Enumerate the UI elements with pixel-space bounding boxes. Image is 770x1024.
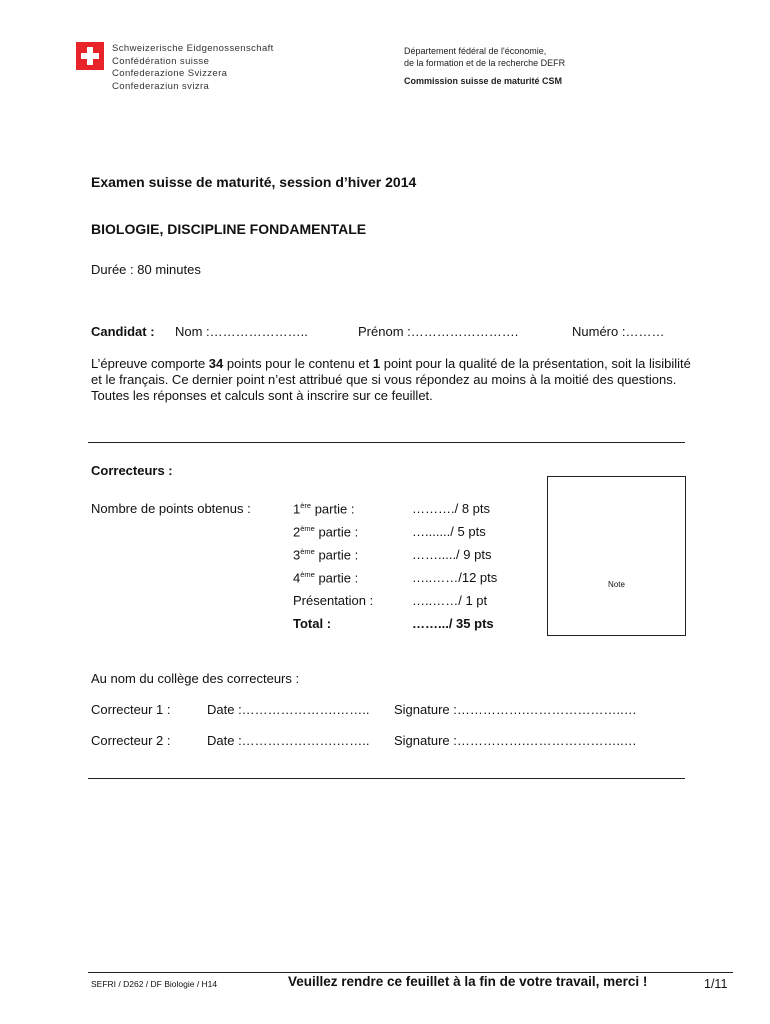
- department-line-1: Département fédéral de l'économie,: [404, 46, 547, 56]
- score-part-3-label: 3ème partie :: [293, 547, 359, 563]
- page-number: 1/11: [704, 977, 728, 991]
- confederation-names: [112, 43, 274, 93]
- note-box[interactable]: [547, 476, 686, 636]
- instructions-text-1: L’épreuve comporte: [91, 356, 209, 371]
- correcteur-2-label: Correcteur 2 :: [91, 733, 171, 748]
- instructions-points: 34: [208, 356, 224, 371]
- score-part-2-value[interactable]: …......./ 5 pts: [412, 524, 486, 539]
- footer-rule: [88, 972, 733, 973]
- exam-title: Examen suisse de maturité, session d’hiver 2014: [91, 174, 417, 190]
- score-part-1-value[interactable]: ………./ 8 pts: [412, 501, 491, 516]
- confederation-line-it: Confederazione Svizzera: [112, 68, 228, 79]
- instructions-one-point: 1: [372, 356, 381, 371]
- confederation-line-rm: Confederaziun svizra: [112, 80, 210, 92]
- footer-code: SEFRI / D262 / DF Biologie / H14: [91, 979, 218, 989]
- score-total-value[interactable]: …….../ 35 pts: [412, 616, 494, 631]
- note-label: Note: [608, 580, 625, 589]
- correcteur-2-date[interactable]: Date :………………….……..: [207, 733, 370, 748]
- confederation-line-fr: Confédération suisse: [112, 55, 210, 67]
- score-part-1-label: 1ère partie :: [293, 501, 355, 517]
- instructions-paragraph: [91, 356, 691, 404]
- correcteur-2-signature[interactable]: Signature :…………….…………………..…: [394, 733, 637, 748]
- commission-name: Commission suisse de maturité CSM: [404, 76, 563, 86]
- duration: Durée : 80 minutes: [91, 262, 201, 277]
- score-presentation-label: Présentation :: [293, 593, 374, 608]
- footer-message: Veuillez rendre ce feuillet à la fin de votre travail, merci !: [288, 974, 648, 989]
- confederation-line-de: Schweizerische Eidgenossenschaft: [112, 43, 274, 54]
- score-part-2-label: 2ème partie :: [293, 524, 359, 540]
- score-presentation-value[interactable]: …..……/ 1 pt: [412, 593, 488, 608]
- prenom-field[interactable]: Prénom :…………………….: [358, 324, 519, 339]
- divider-top: [88, 442, 685, 443]
- candidate-label: Candidat :: [91, 324, 155, 339]
- score-part-4-label: 4ème partie :: [293, 570, 359, 586]
- swiss-flag-logo: [76, 42, 104, 70]
- department-line-2: de la formation et de la recherche DEFR: [404, 58, 566, 68]
- department-block: [404, 45, 565, 87]
- numero-field[interactable]: Numéro :………: [572, 324, 665, 339]
- correcteur-1-label: Correcteur 1 :: [91, 702, 171, 717]
- correcteurs-heading: Correcteurs :: [91, 463, 173, 478]
- college-heading: Au nom du collège des correcteurs :: [91, 671, 300, 686]
- nom-field[interactable]: Nom :…………………..: [175, 324, 308, 339]
- score-total-label: Total :: [293, 616, 332, 631]
- points-obtained-label: Nombre de points obtenus :: [91, 501, 251, 516]
- score-part-3-value[interactable]: ……...../ 9 pts: [412, 547, 492, 562]
- instructions-text-2: points pour le contenu et: [223, 356, 373, 371]
- correcteur-1-signature[interactable]: Signature :…………….…………………..…: [394, 702, 637, 717]
- instructions-text-3: point pour la qualité de la présentation, soit la lisibilité et le français. Ce dernier point n’est attribué que si vous répondez au moins à la moitié des questions. Toutes les réponses et calculs sont à inscrire sur ce feuillet.: [91, 356, 691, 403]
- score-part-4-value[interactable]: …..……/12 pts: [412, 570, 498, 585]
- divider-bottom: [88, 778, 685, 779]
- correcteur-1-date[interactable]: Date :………………….……..: [207, 702, 370, 717]
- subject-title: BIOLOGIE, DISCIPLINE FONDAMENTALE: [91, 221, 367, 237]
